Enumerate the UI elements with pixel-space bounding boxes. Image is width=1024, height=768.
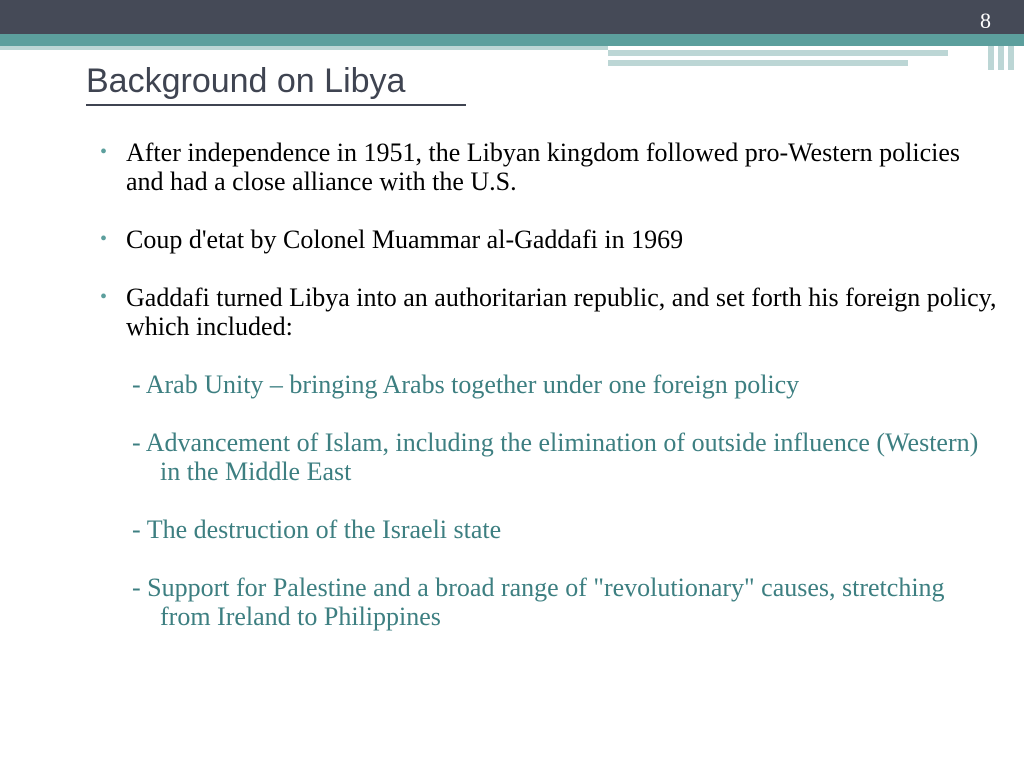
bullet-text: After independence in 1951, the Libyan kingdom followed pro-Western policies and had a close alliance with the U.S.: [126, 138, 961, 196]
bullet-item: [100, 283, 1000, 341]
sub-item: - The destruction of the Israeli state: [132, 515, 502, 544]
title-underline: [86, 104, 466, 106]
header-band: [0, 0, 1024, 34]
bullet-item: [100, 225, 1000, 254]
bullet-dot-icon: •: [100, 286, 108, 308]
sub-item: - Support for Palestine and a broad range of "revolutionary" causes, stretching from Ireland to Philippines: [132, 573, 945, 631]
slide-title: Background on Libya: [86, 62, 406, 100]
sub-item: - Advancement of Islam, including the elimination of outside influence (Western) in the Middle East: [132, 428, 979, 486]
bullet-text: Coup d'etat by Colonel Muammar al-Gaddafi in 1969: [126, 225, 684, 254]
bullet-dot-icon: •: [100, 228, 108, 250]
decorative-bar: [998, 46, 1004, 70]
slide-number: 8: [980, 8, 991, 33]
decorative-bar: [1008, 46, 1014, 70]
slide-content: [100, 138, 1000, 660]
decorative-line: [608, 50, 948, 56]
sub-item: - Arab Unity – bringing Arabs together under one foreign policy: [132, 370, 800, 399]
decorative-line: [608, 60, 908, 66]
decorative-bar: [988, 46, 994, 70]
bullet-dot-icon: •: [100, 141, 108, 163]
decorative-line: [0, 46, 608, 50]
bullet-item: [100, 138, 1000, 196]
header-accent-band: [0, 34, 1024, 46]
bullet-text: Gaddafi turned Libya into an authoritarian republic, and set forth his foreign policy, which included:: [126, 283, 997, 341]
